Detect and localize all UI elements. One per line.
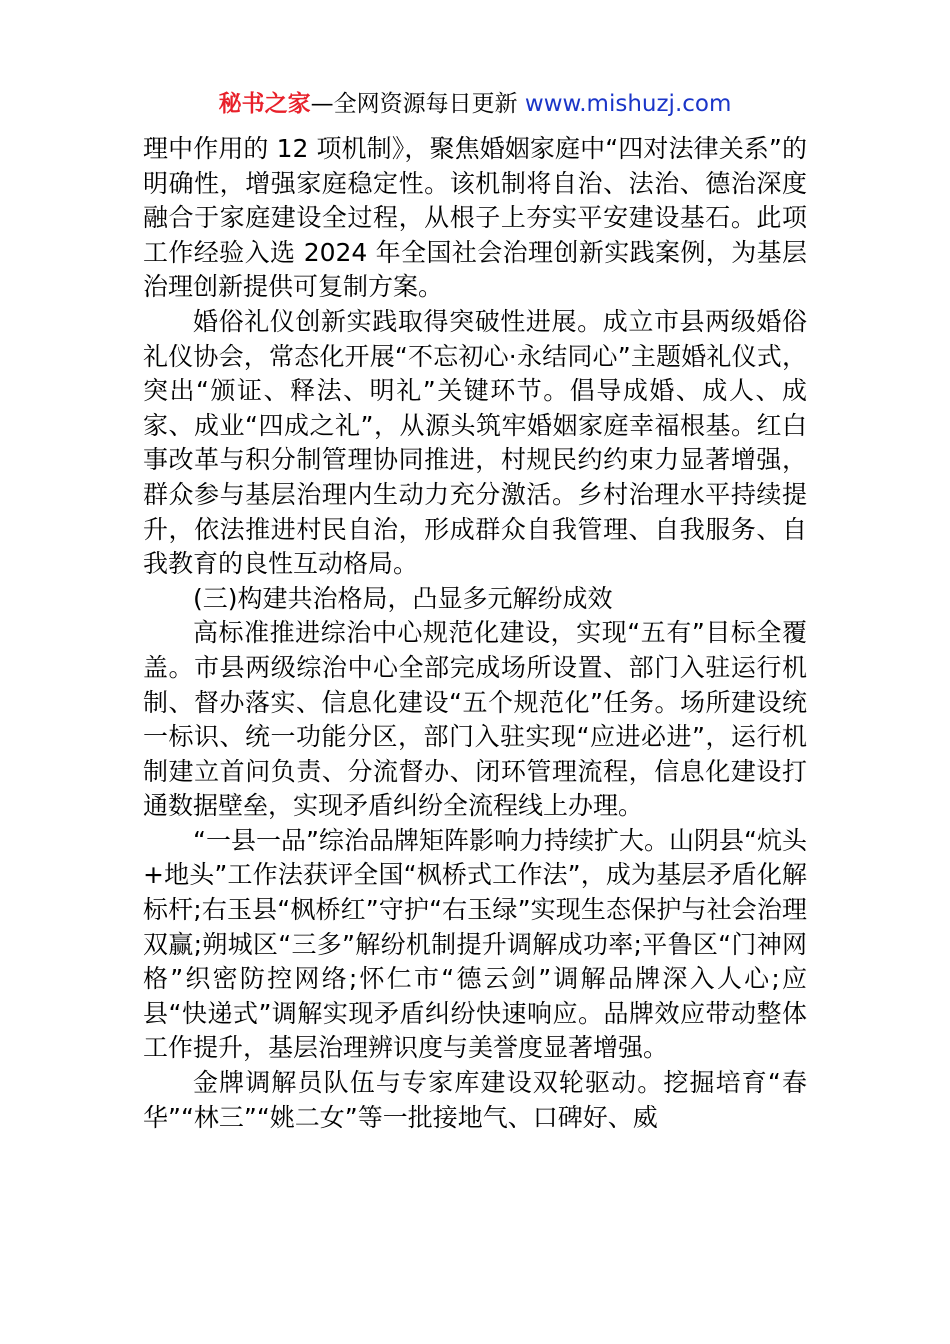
paragraph-wedding-customs: 婚俗礼仪创新实践取得突破性进展。成立市县两级婚俗礼仪协会，常态化开展“不忘初心·永结同心”主题婚礼仪式，突出“颁证、释法、明礼”关键环节。倡导成婚、成人、成家、成业“四成之礼”，从源头筑牢婚姻家庭幸福根基。红白事改革与积分制管理协同推进，村规民约约束力显著增强，群众参与基层治理内生动力充分激活。乡村治理水平持续提升，依法推进村民自治，形成群众自我管理、自我服务、自我教育的良性互动格局。: [143, 306, 807, 579]
site-url-link[interactable]: www.mishuzj.com: [524, 91, 732, 117]
header-tagline: —全网资源每日更新: [310, 91, 525, 117]
paragraph-mediators: 金牌调解员队伍与专家库建设双轮驱动。挖掘培育“春华”“林三”“姚二女”等一批接地气、口碑好、威: [143, 1068, 807, 1132]
paragraph-continuation: 理中作用的 12 项机制》，聚焦婚姻家庭中“四对法律关系”的明确性，增强家庭稳定性。该机制将自治、法治、德治深度融合于家庭建设全过程，从根子上夯实平安建设基石。此项工作经验入选 2024 年全国社会治理创新实践案例，为基层治理创新提供可复制方案。: [143, 134, 807, 302]
document-body: [143, 132, 807, 1135]
paragraph-governance-centers: 高标准推进综治中心规范化建设，实现“五有”目标全覆盖。市县两级综治中心全部完成场所设置、部门入驻运行机制、督办落实、信息化建设“五个规范化”任务。场所建设统一标识、统一功能分区，部门入驻实现“应进必进”，运行机制建立首问负责、分流督办、闭环管理流程，信息化建设打通数据壁垒，实现矛盾纠纷全流程线上办理。: [143, 618, 807, 821]
section-heading: (三)构建共治格局，凸显多元解纷成效: [193, 583, 613, 613]
paragraph-county-brands: “一县一品”综治品牌矩阵影响力持续扩大。山阴县“炕头+地头”工作法获评全国“枫桥式工作法”，成为基层矛盾化解标杆;右玉县“枫桥红”守护“右玉绿”实现生态保护与社会治理双赢;朔城区“三多”解纷机制提升调解成功率;平鲁区“门神网格”织密防控网络;怀仁市“德云剑”调解品牌深入人心;应县“快递式”调解实现矛盾纠纷快速响应。品牌效应带动整体工作提升，基层治理辨识度与美誉度显著增强。: [143, 825, 807, 1063]
brand-name: 秘书之家: [218, 91, 311, 117]
site-header: [0, 88, 950, 120]
